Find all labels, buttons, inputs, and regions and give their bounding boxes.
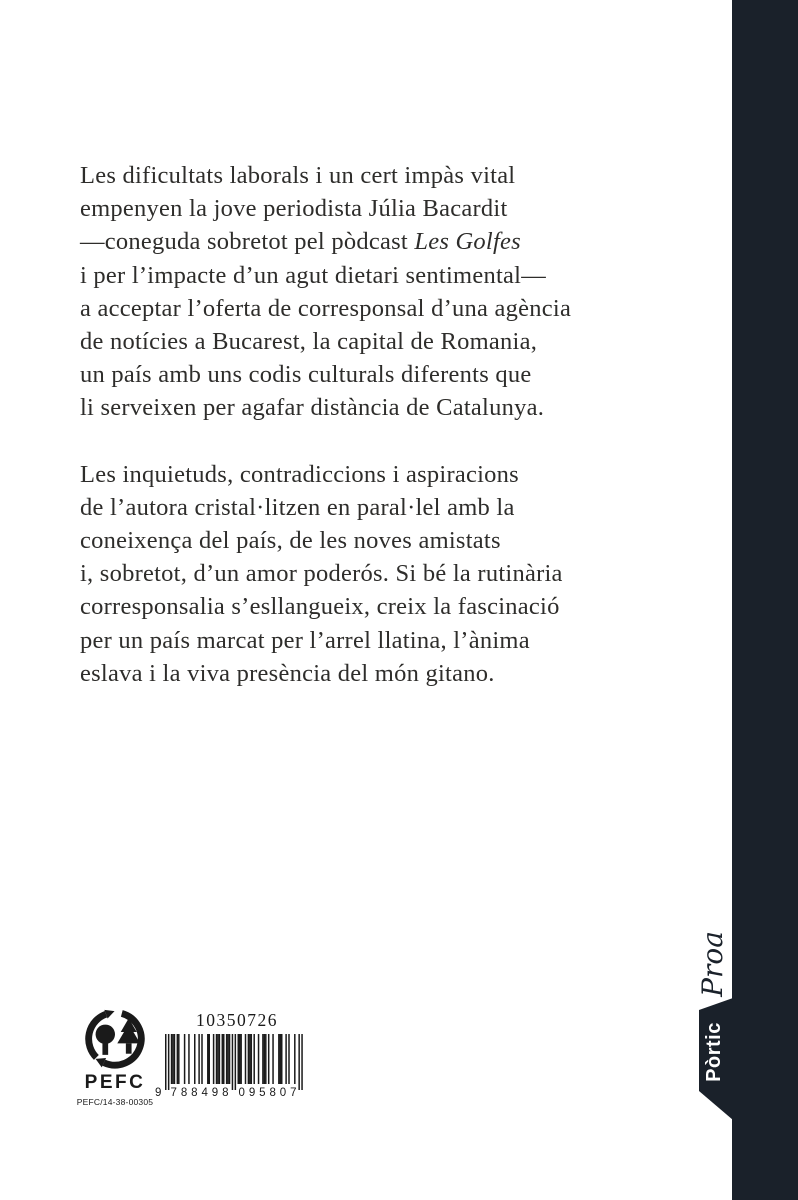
brand-strip	[732, 0, 798, 1200]
ean13-barcode	[152, 1034, 307, 1098]
blurb-line: coneixença del país, de les noves amistats	[80, 527, 501, 555]
pefc-trees-icon	[69, 1008, 161, 1072]
paragraph-1	[80, 159, 640, 425]
blurb-line: un país amb uns codis culturals diferents que	[80, 361, 532, 389]
blurb-line: eslava i la viva presència del món gitano.	[80, 659, 495, 687]
blurb	[80, 159, 640, 690]
portic-wordmark: Pòrtic	[703, 1022, 725, 1082]
podcast-title: Les Golfes	[414, 228, 521, 256]
barcode-number: 10350726	[196, 1010, 278, 1030]
blurb-line: i per l’impacte d’un agut dietari sentimental—	[80, 261, 546, 289]
pefc-license: PEFC/14-38-00305	[76, 1097, 154, 1107]
blurb-line-text: —coneguda sobretot pel pòdcast	[80, 228, 415, 256]
paragraph-2	[80, 458, 640, 690]
ean-bars	[165, 1034, 303, 1090]
blurb-line: li serveixen per agafar distància de Catalunya.	[80, 394, 545, 422]
pefc-logo	[68, 1008, 162, 1107]
blurb-line: de l’autora cristal·litzen en paral·lel amb la	[80, 493, 515, 521]
blurb-line: Les dificultats laborals i un cert impàs vital	[80, 162, 516, 189]
blurb-line	[80, 225, 640, 258]
blurb-line: empenyen la jove periodista Júlia Bacardit	[80, 195, 508, 223]
proa-wordmark: Proa	[696, 931, 729, 997]
blurb-line: i, sobretot, d’un amor poderós. Si bé la rutinària	[80, 560, 563, 588]
blurb-line: corresponsalia s’esllangueix, creix la fascinació	[80, 593, 560, 621]
blurb-line: per un país marcat per l’arrel llatina, l’ànima	[80, 626, 530, 654]
blurb-line: Les inquietuds, contradiccions i aspiracions	[80, 460, 519, 488]
barcode-digits-right: 095807	[238, 1087, 297, 1098]
barcode-digit-first: 9	[155, 1087, 162, 1098]
pefc-label: PEFC	[84, 1072, 146, 1093]
barcode-block	[152, 1010, 312, 1098]
barcode-digits-left: 788498	[170, 1087, 229, 1098]
blurb-line: a acceptar l’oferta de corresponsal d’una agència	[80, 294, 572, 322]
blurb-line: de notícies a Bucarest, la capital de Romania,	[80, 328, 538, 356]
